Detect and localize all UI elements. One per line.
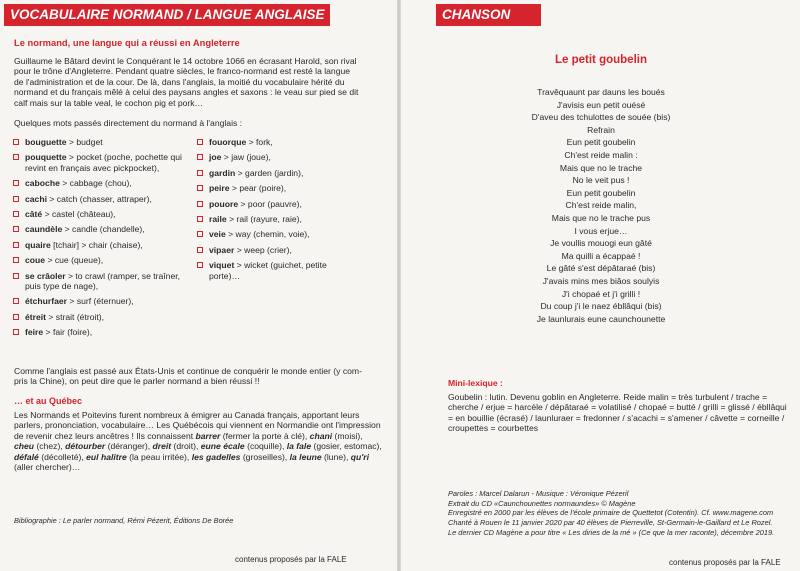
- word-item: gardin > garden (jardin),: [196, 168, 346, 178]
- chanson-banner: CHANSON: [436, 4, 541, 26]
- word-list-right: [196, 137, 346, 286]
- lyric-line: Le gâté s'est dépâtaraé (bis): [546, 263, 656, 274]
- intro-line: calf mais sur la table veal, le cochon pig et pork…: [14, 97, 204, 108]
- lyric-line: Je voullis mouogi eun gâté: [550, 238, 652, 249]
- word-item: viquet > wicket (guichet, petite porte)…: [196, 260, 346, 281]
- words-intro: Quelques mots passés directement du normand à l'anglais :: [14, 118, 243, 128]
- credit-line: Enregistré en 2000 par les élèves de l'école primaire de Quettetot (Cotentin). Cf. www.magene.com: [448, 508, 774, 518]
- conclusion-line: Comme l'anglais est passé aux États-Unis et continue de conquérir le monde entier (y com-: [14, 366, 362, 376]
- mini-lexique-text: Goubelin : lutin. Devenu goblin en Angleterre. Reide malin = très turbulent / trache = cherche / erjue = harcèle / dépâtaraé = volatilisé / chopaé = butté / grilli = glissé / ébllâqui = en bouillie (écrasé) / launluraer = fredonner / s'acachi = s'amener / câvette = corneille / croupettes = courbettes: [448, 392, 787, 434]
- word-item: pouquette > pocket (poche, pochette qui revint en français avec pickpocket),: [12, 152, 194, 173]
- credit-line: Le dernier CD Magène a pour titre « Les diries de la mé » (Ce que la mer raconte), décembre 2019.: [448, 527, 775, 537]
- left-footer: contenus proposés par la FALE: [235, 555, 347, 564]
- lyric-line: Refrain: [587, 124, 615, 135]
- lyric-line: Ch'est reide malin :: [564, 149, 638, 160]
- vocabulary-banner: VOCABULAIRE NORMAND / LANGUE ANGLAISE: [4, 4, 330, 26]
- lyric-line: J'avisis eun petit ouésé: [556, 99, 646, 110]
- word-item: bouguette > budget: [12, 137, 194, 147]
- song-credits: [448, 489, 774, 538]
- section-title: Le normand, une langue qui a réussi en Angleterre: [14, 37, 240, 48]
- lyric-line: Je launlurais eune caunchounette: [536, 313, 666, 324]
- word-item: fouorque > fork,: [196, 137, 346, 147]
- right-footer: contenus proposés par la FALE: [669, 558, 781, 567]
- song-lyrics: [436, 86, 766, 325]
- lyric-line: Eun petit goubelin: [566, 187, 636, 198]
- lyric-line: Ma quilli a écappaé !: [561, 250, 641, 261]
- word-list-left: [12, 137, 194, 343]
- lyric-line: Eun petit goubelin: [566, 137, 636, 148]
- word-item: cachi > catch (chasser, attraper),: [12, 194, 194, 204]
- intro-line: de l'administration et de la cour. De là, dans l'anglais, la moitié du vocabulaire hérité du: [14, 76, 345, 87]
- credit-line: Paroles : Marcel Dalarun - Musique : Véronique Pézeril: [448, 489, 629, 498]
- word-item: feire > fair (foire),: [12, 327, 194, 337]
- word-item: caundèle > candle (chandelle),: [12, 224, 194, 234]
- lyric-line: D'aveu des tchulottes de souée (bis): [531, 112, 671, 123]
- word-item: veie > way (chemin, voie),: [196, 229, 346, 239]
- credit-line: Chanté à Rouen le 11 janvier 2020 par 40 élèves de Pierreville, St-Germain-le-Gaillard et Le Rozel.: [448, 518, 773, 528]
- word-item: étreit > strait (étroit),: [12, 312, 194, 322]
- intro-paragraph: [14, 56, 389, 108]
- bibliography: Bibliographie : Le parler normand, Rémi Pézerit, Éditions De Borée: [14, 516, 234, 525]
- word-item: étchurfaer > surf (éternuer),: [12, 296, 194, 306]
- intro-line: pour le trône d'Angleterre. Pendant quatre siècles, le franco-normand est resté la langue: [14, 66, 351, 77]
- word-item: quaire [tchair] > chair (chaise),: [12, 240, 194, 250]
- right-page: [401, 0, 800, 571]
- intro-line: Guillaume le Bâtard devint le Conquérant le 14 octobre 1066 en écrasant Harold, son rival: [14, 56, 357, 66]
- conclusion-line: pris la Chine), on peut dire que le parler normand a bien réussi !!: [14, 376, 260, 387]
- word-item: raile > rail (rayure, raie),: [196, 214, 346, 224]
- conclusion-paragraph: [14, 366, 389, 387]
- quebec-title: … et au Québec: [14, 396, 83, 406]
- credit-line: Extrait du CD «Caunchounettes normaundes» © Magène: [448, 498, 636, 508]
- lyric-line: J'i chopaé et j'i grilli !: [561, 288, 641, 299]
- lyric-line: Du coup j'i le naez ébllâqui (bis): [540, 301, 662, 312]
- lyric-line: J'avais mins mes biâos soulyis: [542, 275, 660, 286]
- word-item: caboche > cabbage (chou),: [12, 178, 194, 188]
- word-item: vipaer > weep (crier),: [196, 245, 346, 255]
- song-title: Le petit goubelin: [555, 54, 647, 66]
- intro-line: normand et du français mêlé à celui des paysans angles et saxons : le veau sur pied se dit: [14, 87, 359, 98]
- lyric-line: Mais que no le trache pus: [551, 212, 651, 223]
- word-item: coue > cue (queue),: [12, 255, 194, 265]
- left-page: [0, 0, 397, 571]
- quebec-paragraph: Les Normands et Poitevins furent nombreux à émigrer au Canada français, apportant leurs parlers, prononciation, vocabulaire… Les Québécois qui viennent en Normandie ont l'impression de revenir chez leurs ancêtres ! Ils connaissent barrer (fermer la porte à clé), chani (moisi), cheu (chez), détourber (déranger), dreit (droit), eune écale (coquille), la fale (gosier, estomac), défalé (décolleté), eul halitre (la peau irritée), les gadelles (groseilles), la leune (lune), qu'ri (aller chercher)…: [14, 410, 382, 473]
- lyric-line: Travêquaunt par dauns les boués: [537, 87, 665, 97]
- word-item: peire > pear (poire),: [196, 183, 346, 193]
- mini-lexique-title: Mini-lexique :: [448, 378, 503, 388]
- lyric-line: Ch'est reide malin,: [565, 200, 637, 211]
- lyric-line: Mais que no le trache: [559, 162, 643, 173]
- word-item: pouore > poor (pauvre),: [196, 199, 346, 209]
- word-item: se crâoler > to crawl (ramper, se traîner, puis type de nage),: [12, 271, 194, 292]
- lyric-line: No le veit pus !: [572, 175, 630, 186]
- word-item: joe > jaw (joue),: [196, 152, 346, 162]
- word-item: câté > castel (château),: [12, 209, 194, 219]
- lyric-line: I vous erjue…: [574, 225, 628, 236]
